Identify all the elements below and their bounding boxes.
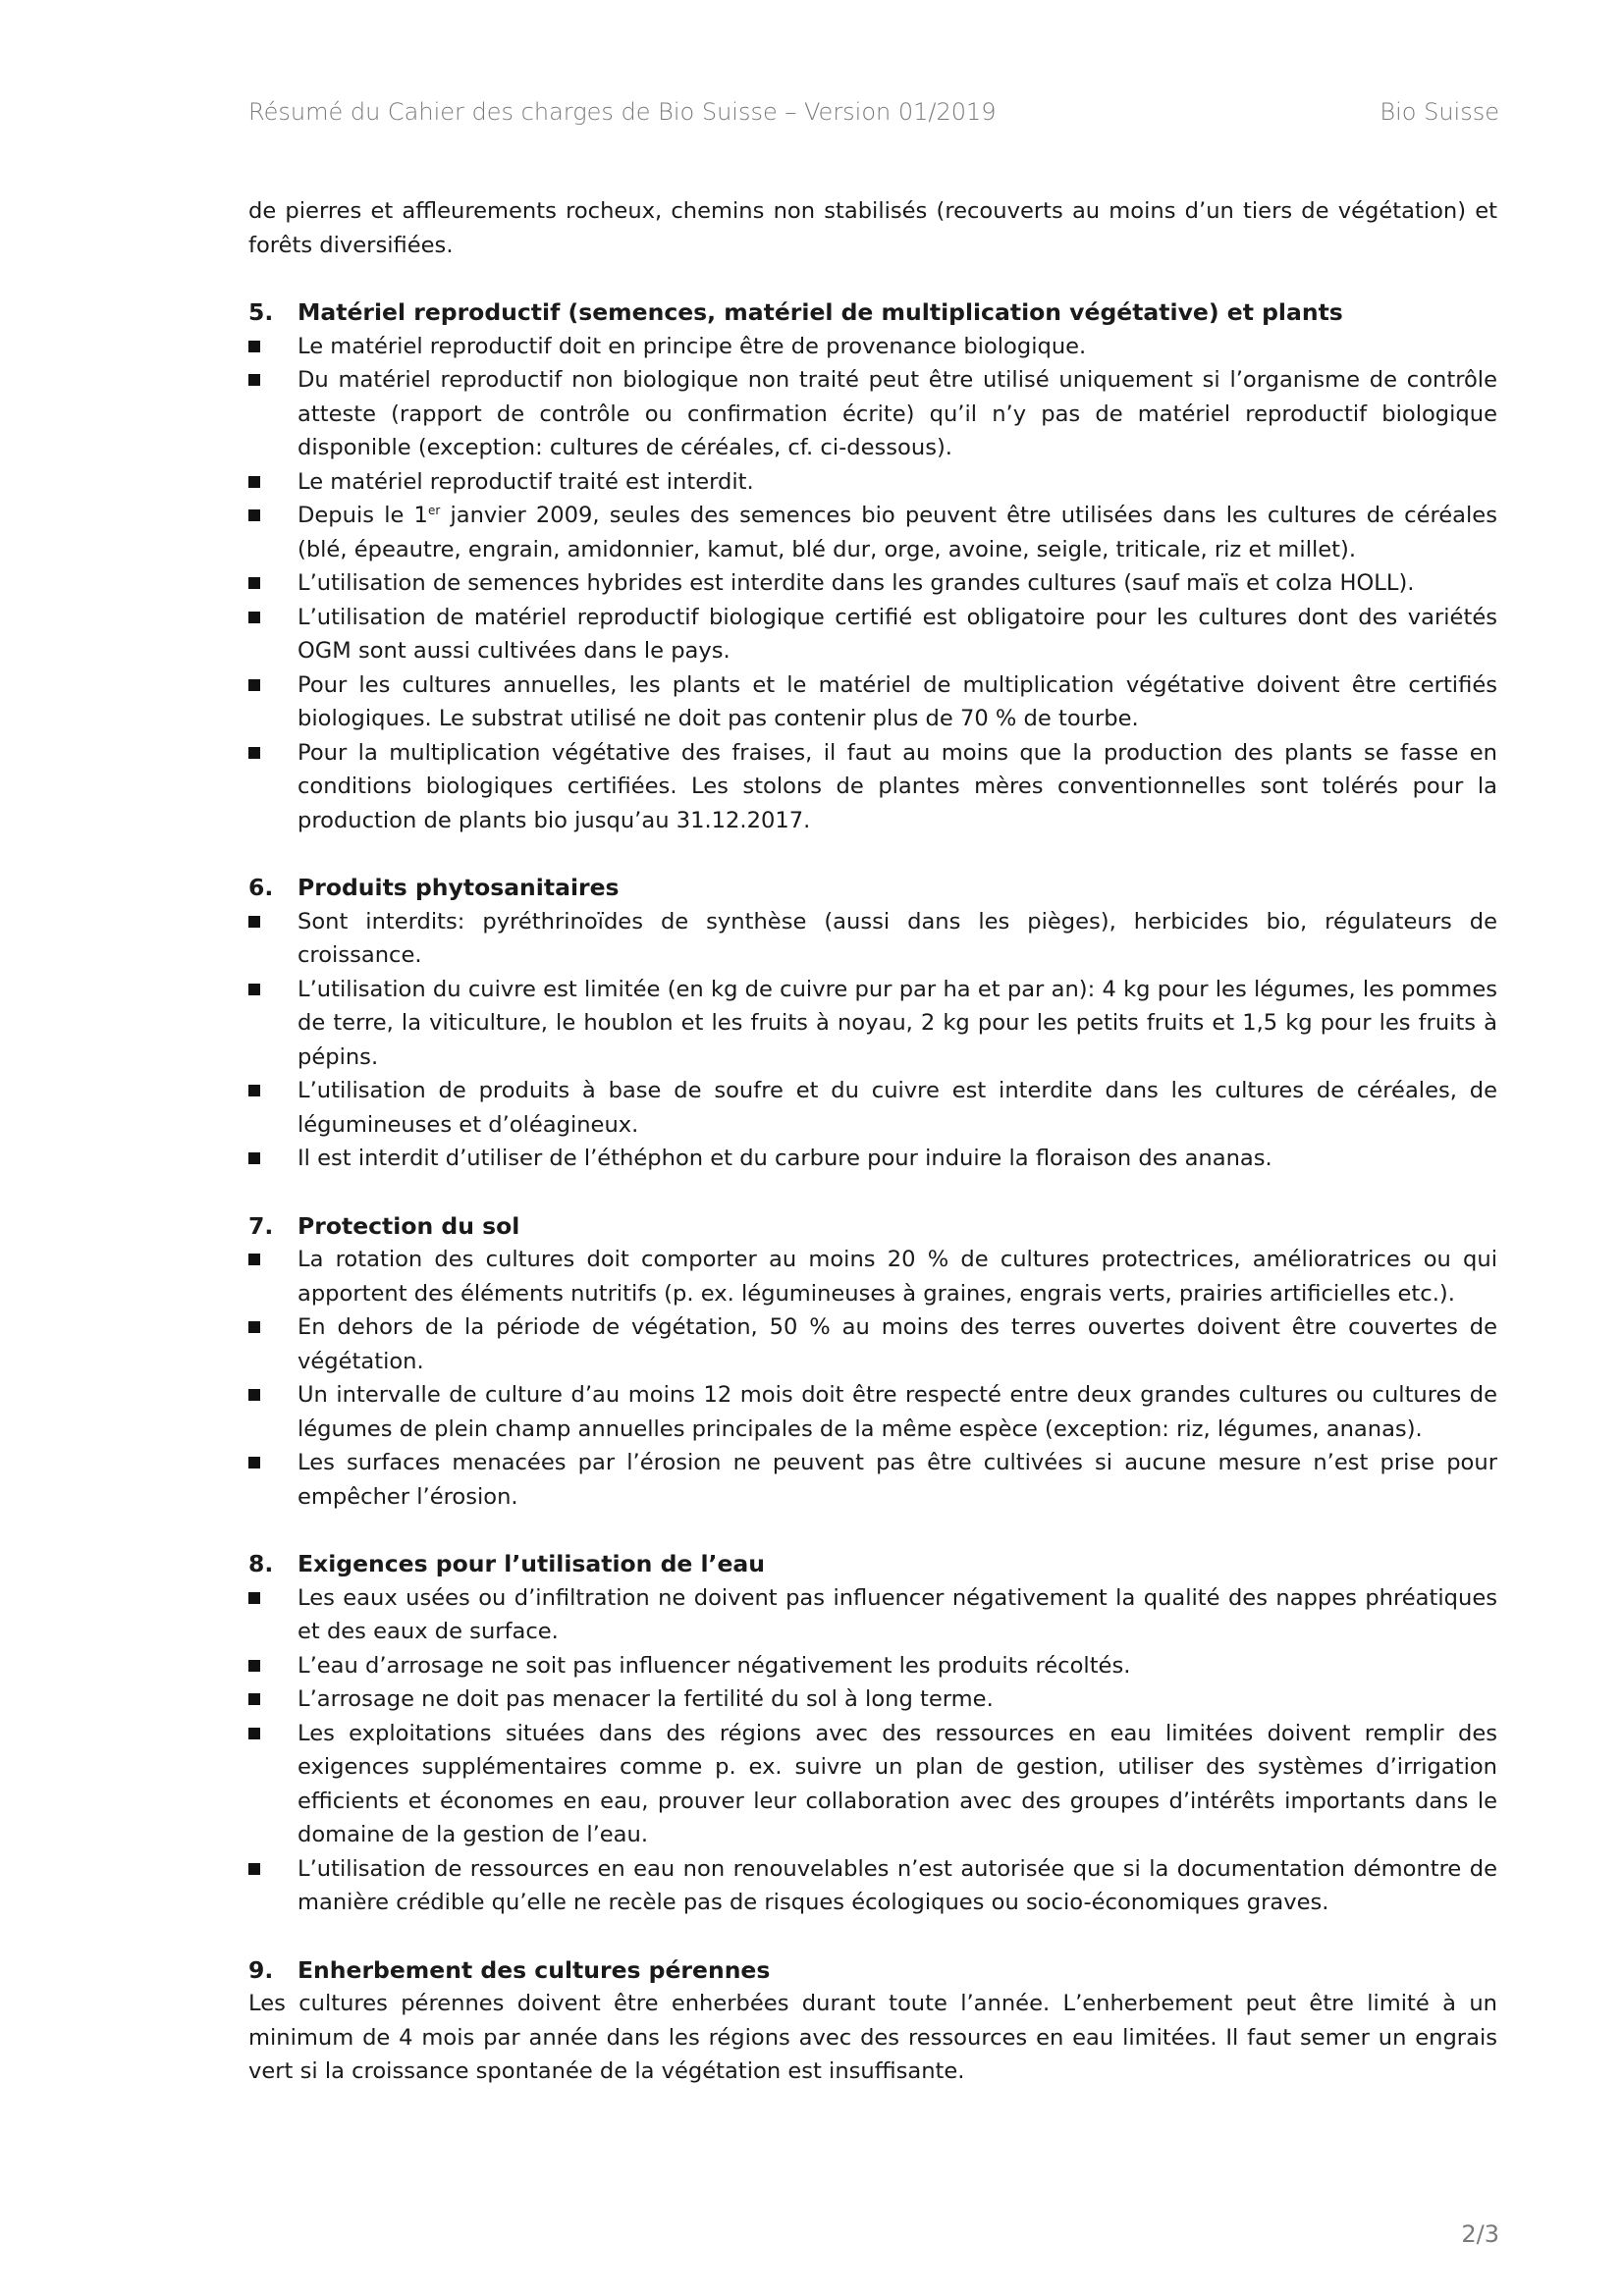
- intro-paragraph: de pierres et affleurements rocheux, chemins non stabilisés (recouverts au moins d’un tiers de végétation) et forêts diversifiées.: [248, 198, 1497, 258]
- superscript: er: [427, 504, 441, 517]
- section-6-title: Produits phytosanitaires: [298, 874, 620, 901]
- list-item: [248, 601, 1497, 668]
- section-6-list: [248, 905, 1497, 1176]
- list-item-text: Les exploitations situées dans des régions avec des ressources en eau limitées doivent remplir des exigences supplémentaires comme p. ex. suivre un plan de gestion, utiliser des systèmes d’irrigation efficients et économes en eau, prouver leur collaboration avec des groupes d’intérêts importants dans le domaine de la gestion de l’eau.: [298, 1720, 1497, 1847]
- square-bullet-icon: [248, 330, 298, 364]
- square-bullet-icon: [248, 1310, 298, 1345]
- list-item: [248, 905, 1497, 973]
- list-item-text: Un intervalle de culture d’au moins 12 mois doit être respecté entre deux grandes cultures ou cultures de légumes de plein champ annuelles principales de la même espèce (exception: riz, légumes, ananas).: [298, 1382, 1497, 1442]
- list-item: [248, 465, 1497, 500]
- section-5-heading: [248, 295, 1497, 330]
- page-content: [248, 194, 1497, 2089]
- section-9-heading: [248, 1953, 1497, 1988]
- list-item-text: L’utilisation de ressources en eau non renouvelables n’est autorisée que si la documentation démontre de manière crédible qu’elle ne recèle pas de risques écologiques ou socio-économiques graves.: [298, 1855, 1497, 1915]
- list-item: [248, 736, 1497, 838]
- square-bullet-icon: [248, 1717, 298, 1751]
- square-bullet-icon: [248, 1243, 298, 1277]
- section-7-title: Protection du sol: [298, 1211, 520, 1240]
- list-item: [248, 1310, 1497, 1378]
- square-bullet-icon: [248, 465, 298, 500]
- list-item-text-part: Depuis le 1: [298, 503, 428, 528]
- section-9-paragraph: Les cultures pérennes doivent être enherbées durant toute l’année. L’enherbement peut être limité à un minimum de 4 mois par année dans les régions avec des ressources en eau limitées. Il faut semer un engrais vert si la croissance spontanée de la végétation est insuffisante.: [248, 1991, 1497, 2084]
- list-item-text: Les surfaces menacées par l’érosion ne peuvent pas être cultivées si aucune mesure n’est prise pour empêcher l’érosion.: [298, 1450, 1497, 1510]
- list-item: [248, 1446, 1497, 1514]
- list-item: [248, 566, 1497, 601]
- list-item: [248, 499, 1497, 566]
- section-7-heading: [248, 1209, 1497, 1244]
- square-bullet-icon: [248, 1142, 298, 1176]
- section-9: [248, 1953, 1497, 2089]
- section-7: [248, 1209, 1497, 1515]
- section-9-number: 9.: [248, 1955, 274, 1984]
- square-bullet-icon: [248, 905, 298, 939]
- header-document-title: Résumé du Cahier des charges de Bio Suisse – Version 01/2019: [248, 98, 997, 126]
- square-bullet-icon: [248, 1581, 298, 1616]
- list-item-text: L’utilisation de matériel reproductif biologique certifié est obligatoire pour les cultures dont des variétés OGM sont aussi cultivées dans le pays.: [298, 604, 1497, 664]
- square-bullet-icon: [248, 1446, 298, 1480]
- list-item: [248, 1142, 1497, 1176]
- list-item-text: Du matériel reproductif non biologique non traité peut être utilisé uniquement si l’organisme de contrôle atteste (rapport de contrôle ou confirmation écrite) qu’il n’y pas de matériel reproductif biologique disponible (exception: cultures de céréales, cf. ci-dessous).: [298, 367, 1497, 460]
- square-bullet-icon: [248, 668, 298, 703]
- section-8-number: 8.: [248, 1550, 274, 1577]
- list-item-text: L’utilisation de semences hybrides est interdite dans les grandes cultures (sauf maïs et colza HOLL).: [298, 570, 1415, 596]
- list-item: [248, 1378, 1497, 1446]
- list-item: [248, 1581, 1497, 1649]
- square-bullet-icon: [248, 1378, 298, 1413]
- square-bullet-icon: [248, 1649, 298, 1683]
- square-bullet-icon: [248, 566, 298, 601]
- section-6-number: 6.: [248, 874, 274, 901]
- list-item: [248, 973, 1497, 1075]
- list-item-text: L’utilisation de produits à base de soufre et du cuivre est interdite dans les cultures de céréales, de légumineuses et d’oléagineux.: [298, 1078, 1497, 1138]
- list-item-text: Pour la multiplication végétative des fraises, il faut au moins que la production des plants se fasse en conditions biologiques certifiées. Les stolons de plantes mères conventionnelles sont tolérés pour la production de plants bio jusqu’au 31.12.2017.: [298, 739, 1497, 833]
- square-bullet-icon: [248, 363, 298, 398]
- list-item-text: En dehors de la période de végétation, 50 % au moins des terres ouvertes doivent être couvertes de végétation.: [298, 1314, 1497, 1374]
- list-item-text: L’utilisation du cuivre est limitée (en kg de cuivre pur par ha et par an): 4 kg pour les légumes, les pommes de terre, la viticulture, le houblon et les fruits à noyau, 2 kg pour les petits fruits et 1,5 kg pour les fruits à pépins.: [298, 976, 1497, 1070]
- square-bullet-icon: [248, 736, 298, 771]
- header-organization: Bio Suisse: [1380, 98, 1499, 126]
- list-item-text: Le matériel reproductif traité est interdit.: [298, 468, 754, 495]
- section-5-number: 5.: [248, 298, 274, 326]
- list-item-text: L’arrosage ne doit pas menacer la fertilité du sol à long terme.: [298, 1686, 994, 1712]
- list-item: [248, 668, 1497, 736]
- list-item: [248, 1243, 1497, 1310]
- section-5-list: [248, 330, 1497, 838]
- list-item-text: La rotation des cultures doit comporter au moins 20 % de cultures protectrices, amélioratrices ou qui apportent des éléments nutritifs (p. ex. légumineuses à graines, engrais verts, prairies artificielles etc.).: [298, 1247, 1497, 1307]
- list-item-text: Pour les cultures annuelles, les plants et le matériel de multiplication végétative doivent être certifiés biologiques. Le substrat utilisé ne doit pas contenir plus de 70 % de tourbe.: [298, 671, 1497, 731]
- list-item-text: Il est interdit d’utiliser de l’éthéphon et du carbure pour induire la floraison des ananas.: [298, 1146, 1272, 1171]
- list-item: [248, 363, 1497, 465]
- list-item-text: Sont interdits: pyréthrinoïdes de synthèse (aussi dans les pièges), herbicides bio, régulateurs de croissance.: [298, 908, 1497, 968]
- section-8-list: [248, 1581, 1497, 1920]
- section-9-title: Enherbement des cultures pérennes: [298, 1955, 771, 1984]
- list-item: [248, 1717, 1497, 1852]
- square-bullet-icon: [248, 1074, 298, 1108]
- list-item-text: L’eau d’arrosage ne soit pas influencer négativement les produits récoltés.: [298, 1652, 1131, 1679]
- list-item: [248, 1074, 1497, 1142]
- list-item: [248, 330, 1497, 364]
- list-item-text: [298, 499, 1497, 566]
- section-7-number: 7.: [248, 1211, 274, 1240]
- page-number: 2/3: [1461, 2220, 1499, 2248]
- section-6: [248, 871, 1497, 1176]
- section-5: [248, 295, 1497, 837]
- list-item: [248, 1852, 1497, 1920]
- section-8-title: Exigences pour l’utilisation de l’eau: [298, 1550, 766, 1577]
- square-bullet-icon: [248, 601, 298, 635]
- section-8-heading: [248, 1547, 1497, 1581]
- list-item: [248, 1682, 1497, 1717]
- section-7-list: [248, 1243, 1497, 1514]
- section-6-heading: [248, 871, 1497, 905]
- square-bullet-icon: [248, 1682, 298, 1717]
- square-bullet-icon: [248, 973, 298, 1007]
- list-item: [248, 1649, 1497, 1683]
- square-bullet-icon: [248, 1852, 298, 1887]
- section-5-title: Matériel reproductif (semences, matériel de multiplication végétative) et plants: [298, 298, 1343, 326]
- square-bullet-icon: [248, 499, 298, 533]
- list-item-text: Les eaux usées ou d’infiltration ne doivent pas influencer négativement la qualité des nappes phréatiques et des eaux de surface.: [298, 1584, 1497, 1644]
- section-8: [248, 1547, 1497, 1920]
- page-header: [248, 98, 1499, 126]
- list-item-text-part: janvier 2009, seules des semences bio peuvent être utilisées dans les cultures de céréales (blé, épeautre, engrain, amidonnier, kamut, blé dur, orge, avoine, seigle, triticale, riz et millet).: [298, 503, 1497, 562]
- list-item-text: Le matériel reproductif doit en principe être de provenance biologique.: [298, 333, 1087, 359]
